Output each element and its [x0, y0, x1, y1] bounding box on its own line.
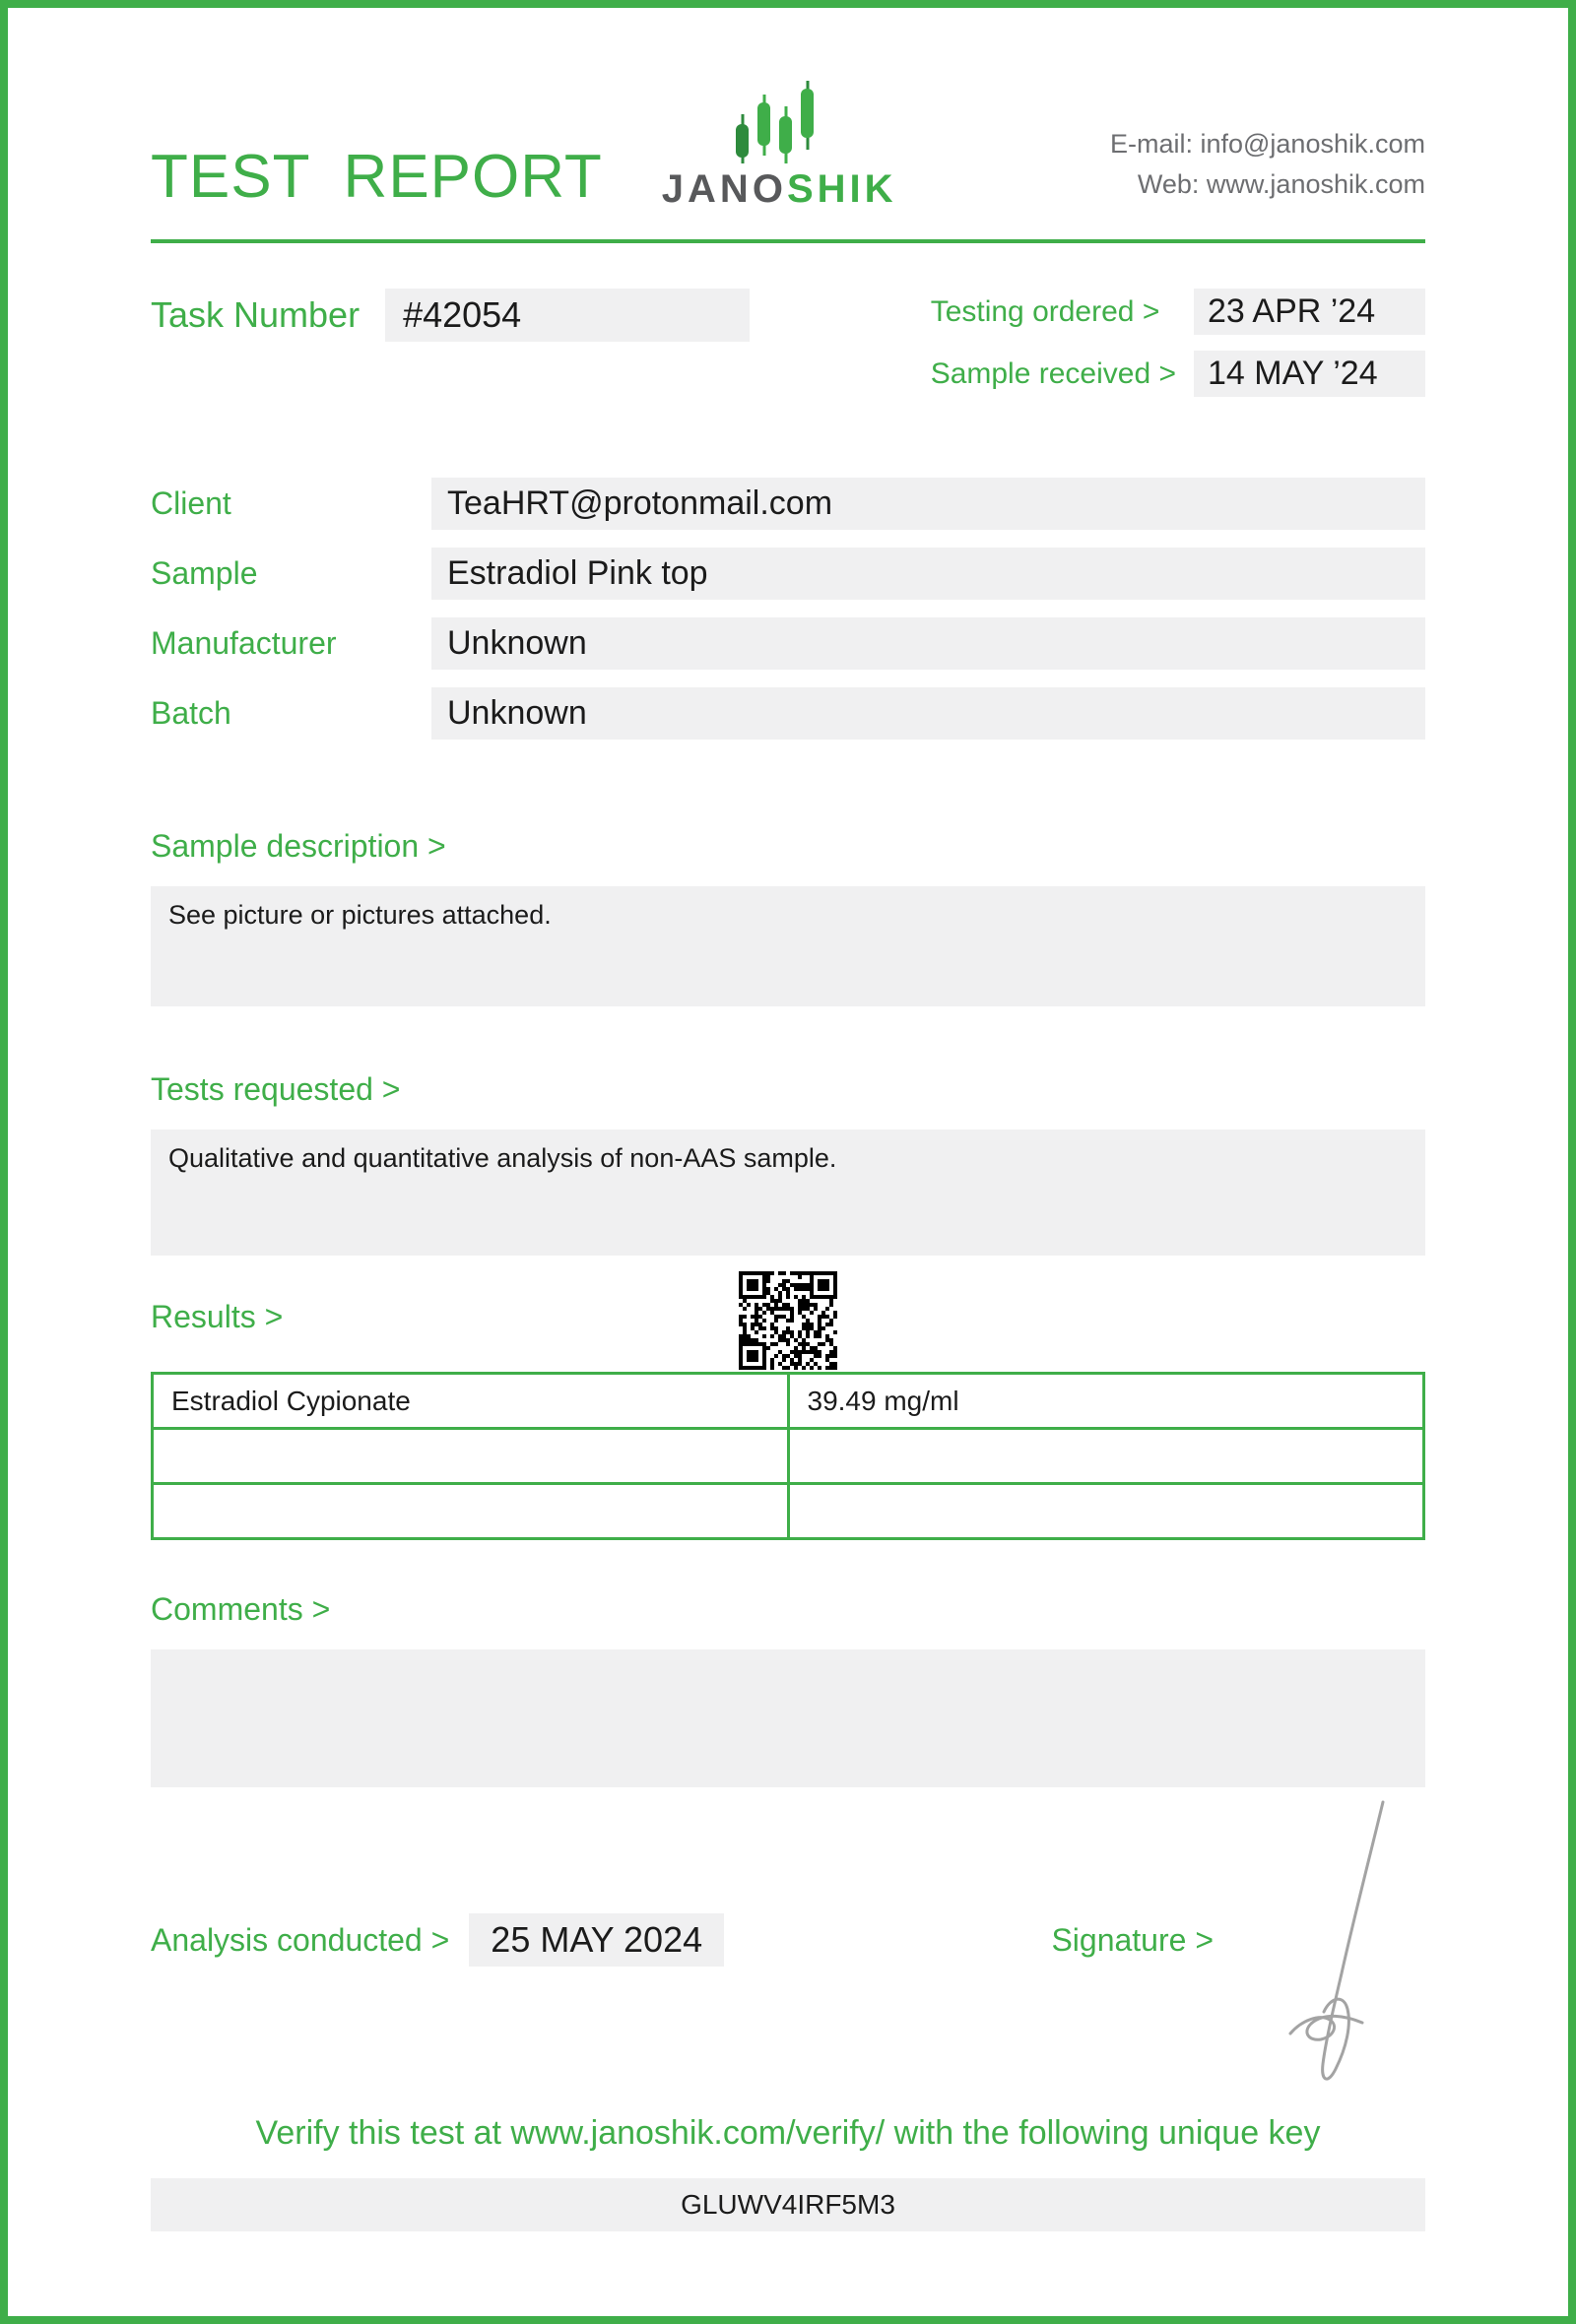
task-number-value: #42054: [385, 289, 750, 342]
sample-description-text: See picture or pictures attached.: [168, 900, 552, 930]
contact-info: [1110, 124, 1425, 212]
batch-label: Batch: [151, 695, 231, 731]
tests-requested-box: [151, 1130, 1425, 1256]
result-cell: 39.49 mg/ml: [788, 1374, 1424, 1429]
bottom-row: [151, 1913, 1425, 1967]
task-section: [151, 289, 1425, 397]
testing-ordered-label: Testing ordered >: [930, 294, 1160, 328]
analyte-cell: [153, 1484, 789, 1539]
comments-box: [151, 1649, 1425, 1787]
analysis-conducted-label: Analysis conducted >: [151, 1921, 450, 1958]
field-row-sample: [151, 548, 1425, 600]
report-title: TEST REPORT: [151, 143, 603, 211]
results-row: [153, 1429, 1424, 1484]
logo: [662, 77, 897, 212]
bar-chart-logo-icon: [720, 77, 838, 163]
sample-received-value: 14 MAY ’24: [1194, 351, 1425, 397]
tests-requested-heading: Tests requested >: [151, 1071, 401, 1107]
verify-key-box: [151, 2178, 1425, 2231]
contact-web: Web: www.janoshik.com: [1137, 168, 1425, 199]
batch-value: Unknown: [431, 687, 1425, 740]
sample-description-heading: Sample description >: [151, 828, 446, 864]
testing-ordered-value: 23 APR ’24: [1194, 289, 1425, 335]
analyte-cell: Estradiol Cypionate: [153, 1374, 789, 1429]
logo-wordmark-jano: JANO: [661, 167, 787, 211]
analysis-conducted-value: 25 MAY 2024: [469, 1913, 724, 1967]
header: [151, 77, 1425, 212]
field-row-client: [151, 478, 1425, 530]
comments-heading: Comments >: [151, 1591, 331, 1627]
results-table: [151, 1372, 1425, 1540]
results-head: [151, 1261, 1425, 1372]
qr-code: [739, 1271, 837, 1370]
analyte-cell: [153, 1429, 789, 1484]
sample-value: Estradiol Pink top: [431, 548, 1425, 600]
results-heading: Results >: [151, 1298, 284, 1334]
sample-label: Sample: [151, 555, 258, 591]
signature-label: Signature >: [1051, 1921, 1214, 1958]
results-row: [153, 1484, 1424, 1539]
contact-email: E-mail: info@janoshik.com: [1109, 129, 1425, 159]
result-cell: [788, 1429, 1424, 1484]
logo-wordmark-shik: SHIK: [786, 167, 897, 211]
results-row: [153, 1374, 1424, 1429]
sample-received-label: Sample received >: [930, 356, 1176, 390]
verify-text: Verify this test at www.janoshik.com/verify/ with the following unique key: [255, 2114, 1321, 2152]
dates-block: [931, 289, 1425, 397]
tests-requested-text: Qualitative and quantitative analysis of non-AAS sample.: [168, 1143, 837, 1173]
field-row-manufacturer: [151, 617, 1425, 670]
field-row-batch: [151, 687, 1425, 740]
sample-fields: [151, 478, 1425, 740]
logo-wordmark: [662, 167, 897, 212]
manufacturer-value: Unknown: [431, 617, 1425, 670]
task-number-label: Task Number: [151, 294, 361, 335]
client-label: Client: [151, 485, 231, 521]
signature-image: [1263, 1794, 1411, 2090]
client-value: TeaHRT@protonmail.com: [431, 478, 1425, 530]
verify-key: GLUWV4IRF5M3: [681, 2189, 895, 2220]
result-cell: [788, 1484, 1424, 1539]
manufacturer-label: Manufacturer: [151, 625, 337, 661]
analysis-conducted: [151, 1913, 724, 1967]
header-divider: [151, 239, 1425, 243]
sample-description-box: [151, 886, 1425, 1006]
